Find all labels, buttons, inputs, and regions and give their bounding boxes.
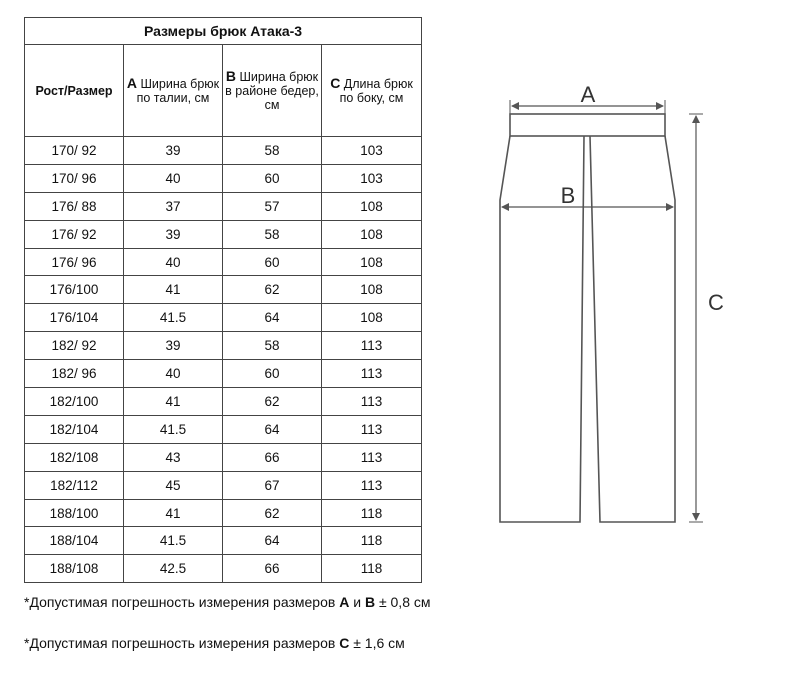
table-cell: 64 bbox=[223, 304, 322, 332]
table-cell: 64 bbox=[223, 415, 322, 443]
column-header-text: Ширина брюк в районе бедер, см bbox=[225, 70, 319, 112]
waistband-outline bbox=[510, 114, 665, 136]
column-letter: В bbox=[225, 68, 236, 84]
header-row bbox=[25, 45, 422, 137]
column-header-text: Длина брюк по боку, см bbox=[339, 77, 413, 105]
label-b: B bbox=[560, 183, 576, 208]
table-body bbox=[25, 137, 422, 583]
table-cell: 40 bbox=[124, 248, 223, 276]
table-cell: 182/ 92 bbox=[25, 332, 124, 360]
note-tolerance: ± 1,6 см bbox=[349, 635, 405, 651]
table-cell: 60 bbox=[223, 360, 322, 388]
tolerance-note-c bbox=[24, 635, 405, 651]
table-row bbox=[25, 527, 422, 555]
note-letter-b: В bbox=[364, 594, 376, 610]
table-row bbox=[25, 137, 422, 165]
table-cell: 62 bbox=[223, 276, 322, 304]
table-cell: 42.5 bbox=[124, 555, 223, 583]
table-cell: 113 bbox=[322, 388, 422, 416]
table-cell: 170/ 96 bbox=[25, 164, 124, 192]
table-cell: 57 bbox=[223, 192, 322, 220]
table-cell: 39 bbox=[124, 137, 223, 165]
table-cell: 113 bbox=[322, 471, 422, 499]
tolerance-note-ab bbox=[24, 594, 431, 610]
column-header bbox=[322, 45, 422, 137]
note-tolerance: ± 0,8 см bbox=[375, 594, 431, 610]
column-header-text: Ширина брюк по талии, см bbox=[136, 77, 220, 105]
table-cell: 188/100 bbox=[25, 499, 124, 527]
table-row bbox=[25, 248, 422, 276]
table-cell: 182/108 bbox=[25, 443, 124, 471]
table-cell: 66 bbox=[223, 443, 322, 471]
table-cell: 58 bbox=[223, 137, 322, 165]
table-cell: 118 bbox=[322, 499, 422, 527]
table-cell: 113 bbox=[322, 443, 422, 471]
table-cell: 41 bbox=[124, 388, 223, 416]
table-cell: 60 bbox=[223, 164, 322, 192]
table-cell: 58 bbox=[223, 220, 322, 248]
table-row bbox=[25, 360, 422, 388]
table-cell: 108 bbox=[322, 220, 422, 248]
table-cell: 41.5 bbox=[124, 415, 223, 443]
column-header bbox=[223, 45, 322, 137]
table-cell: 62 bbox=[223, 499, 322, 527]
table-row bbox=[25, 304, 422, 332]
note-text: *Допустимая погрешность измерения размеров bbox=[24, 594, 340, 610]
table-cell: 108 bbox=[322, 276, 422, 304]
table-cell: 64 bbox=[223, 527, 322, 555]
table-row bbox=[25, 555, 422, 583]
table-cell: 182/104 bbox=[25, 415, 124, 443]
note-letter-a: А bbox=[339, 594, 350, 610]
table-cell: 188/108 bbox=[25, 555, 124, 583]
table-row bbox=[25, 164, 422, 192]
column-letter: С bbox=[330, 75, 341, 91]
table-cell: 43 bbox=[124, 443, 223, 471]
table-cell: 40 bbox=[124, 360, 223, 388]
size-table bbox=[24, 17, 422, 583]
label-a: A bbox=[580, 82, 596, 107]
table-cell: 108 bbox=[322, 192, 422, 220]
table-cell: 39 bbox=[124, 220, 223, 248]
table-cell: 108 bbox=[322, 304, 422, 332]
table-title: Размеры брюк Атака-3 bbox=[25, 18, 422, 45]
table-cell: 118 bbox=[322, 527, 422, 555]
table-cell: 45 bbox=[124, 471, 223, 499]
table-cell: 113 bbox=[322, 360, 422, 388]
table-cell: 176/ 96 bbox=[25, 248, 124, 276]
label-c: C bbox=[708, 290, 724, 315]
table-cell: 103 bbox=[322, 164, 422, 192]
note-letter-c: С bbox=[339, 635, 350, 651]
table-row bbox=[25, 220, 422, 248]
table-cell: 41 bbox=[124, 499, 223, 527]
table-cell: 118 bbox=[322, 555, 422, 583]
table-cell: 113 bbox=[322, 415, 422, 443]
table-cell: 188/104 bbox=[25, 527, 124, 555]
table-cell: 176/ 92 bbox=[25, 220, 124, 248]
column-header bbox=[25, 45, 124, 137]
table-cell: 176/104 bbox=[25, 304, 124, 332]
column-header bbox=[124, 45, 223, 137]
trousers-outline bbox=[500, 136, 675, 522]
table-cell: 41 bbox=[124, 276, 223, 304]
table-cell: 67 bbox=[223, 471, 322, 499]
table-cell: 176/100 bbox=[25, 276, 124, 304]
table-cell: 103 bbox=[322, 137, 422, 165]
table-cell: 62 bbox=[223, 388, 322, 416]
table-row bbox=[25, 332, 422, 360]
table-cell: 60 bbox=[223, 248, 322, 276]
table-row bbox=[25, 471, 422, 499]
table-cell: 182/ 96 bbox=[25, 360, 124, 388]
table-cell: 182/112 bbox=[25, 471, 124, 499]
table-cell: 182/100 bbox=[25, 388, 124, 416]
table-cell: 39 bbox=[124, 332, 223, 360]
table-cell: 41.5 bbox=[124, 304, 223, 332]
column-header-text: Рост/Размер bbox=[35, 83, 113, 98]
table-cell: 176/ 88 bbox=[25, 192, 124, 220]
table-cell: 37 bbox=[124, 192, 223, 220]
table-cell: 66 bbox=[223, 555, 322, 583]
column-letter: А bbox=[126, 75, 137, 91]
table-row bbox=[25, 499, 422, 527]
table-row bbox=[25, 192, 422, 220]
note-text: *Допустимая погрешность измерения размеров bbox=[24, 635, 340, 651]
table-row bbox=[25, 415, 422, 443]
table-cell: 40 bbox=[124, 164, 223, 192]
table-cell: 113 bbox=[322, 332, 422, 360]
table-cell: 58 bbox=[223, 332, 322, 360]
table-row bbox=[25, 443, 422, 471]
table-row bbox=[25, 388, 422, 416]
note-text: и bbox=[349, 594, 365, 610]
table-row bbox=[25, 276, 422, 304]
trousers-diagram bbox=[490, 70, 730, 540]
table-cell: 170/ 92 bbox=[25, 137, 124, 165]
table-cell: 41.5 bbox=[124, 527, 223, 555]
table-cell: 108 bbox=[322, 248, 422, 276]
